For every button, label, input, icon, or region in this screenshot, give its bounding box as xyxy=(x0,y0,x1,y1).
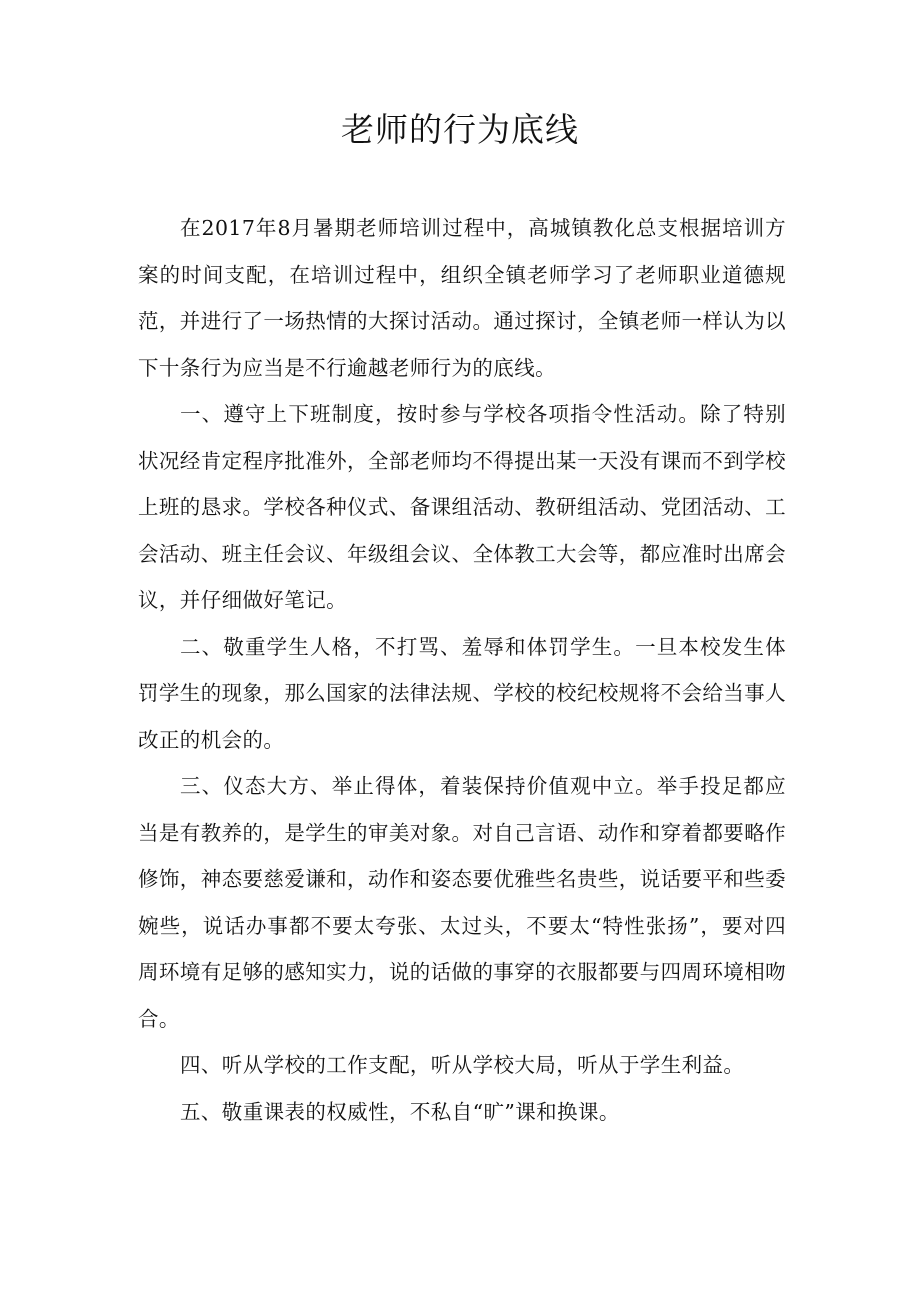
paragraph-rule-3: 三、仪态大方、举止得体，着装保持价值观中立。举手投足都应当是有教养的，是学生的审美对象。对自己言语、动作和穿着都要略作修饰，神态要慈爱谦和，动作和姿态要优雅些名贵些，说话要平和些委婉些，说话办事都不要太夸张、太过头，不要太“特性张扬”，要对四周环境有足够的感知实力，说的话做的事穿的衣服都要与四周环境相吻合。 xyxy=(138,774,786,1031)
paragraph-rule-1: 一、遵守上下班制度，按时参与学校各项指令性活动。除了特别状况经肯定程序批准外，全部老师均不得提出某一天没有课而不到学校上班的恳求。学校各种仪式、备课组活动、教研组活动、党团活动、工会活动、班主任会议、年级组会议、全体教工大会等，都应准时出席会议，并仔细做好笔记。 xyxy=(138,402,786,612)
paragraph-rule-2: 二、敬重学生人格，不打骂、羞辱和体罚学生。一旦本校发生体罚学生的现象，那么国家的法律法规、学校的校纪校规将不会给当事人改正的机会的。 xyxy=(138,634,786,752)
paragraph-rule-5: 五、敬重课表的权威性，不私自“旷”课和换课。 xyxy=(180,1099,620,1124)
document-title: 老师的行为底线 xyxy=(341,110,579,149)
paragraph-rule-4: 四、听从学校的工作支配，听从学校大局，听从于学生利益。 xyxy=(180,1053,745,1077)
document-body xyxy=(138,205,786,1135)
paragraph-intro: 在2017年8月暑期老师培训过程中，高城镇教化总支根据培训方案的时间支配，在培训过程中，组织全镇老师学习了老师职业道德规范，并进行了一场热情的大探讨活动。通过探讨，全镇老师一样认为以下十条行为应当是不行逾越老师行为的底线。 xyxy=(138,216,786,380)
